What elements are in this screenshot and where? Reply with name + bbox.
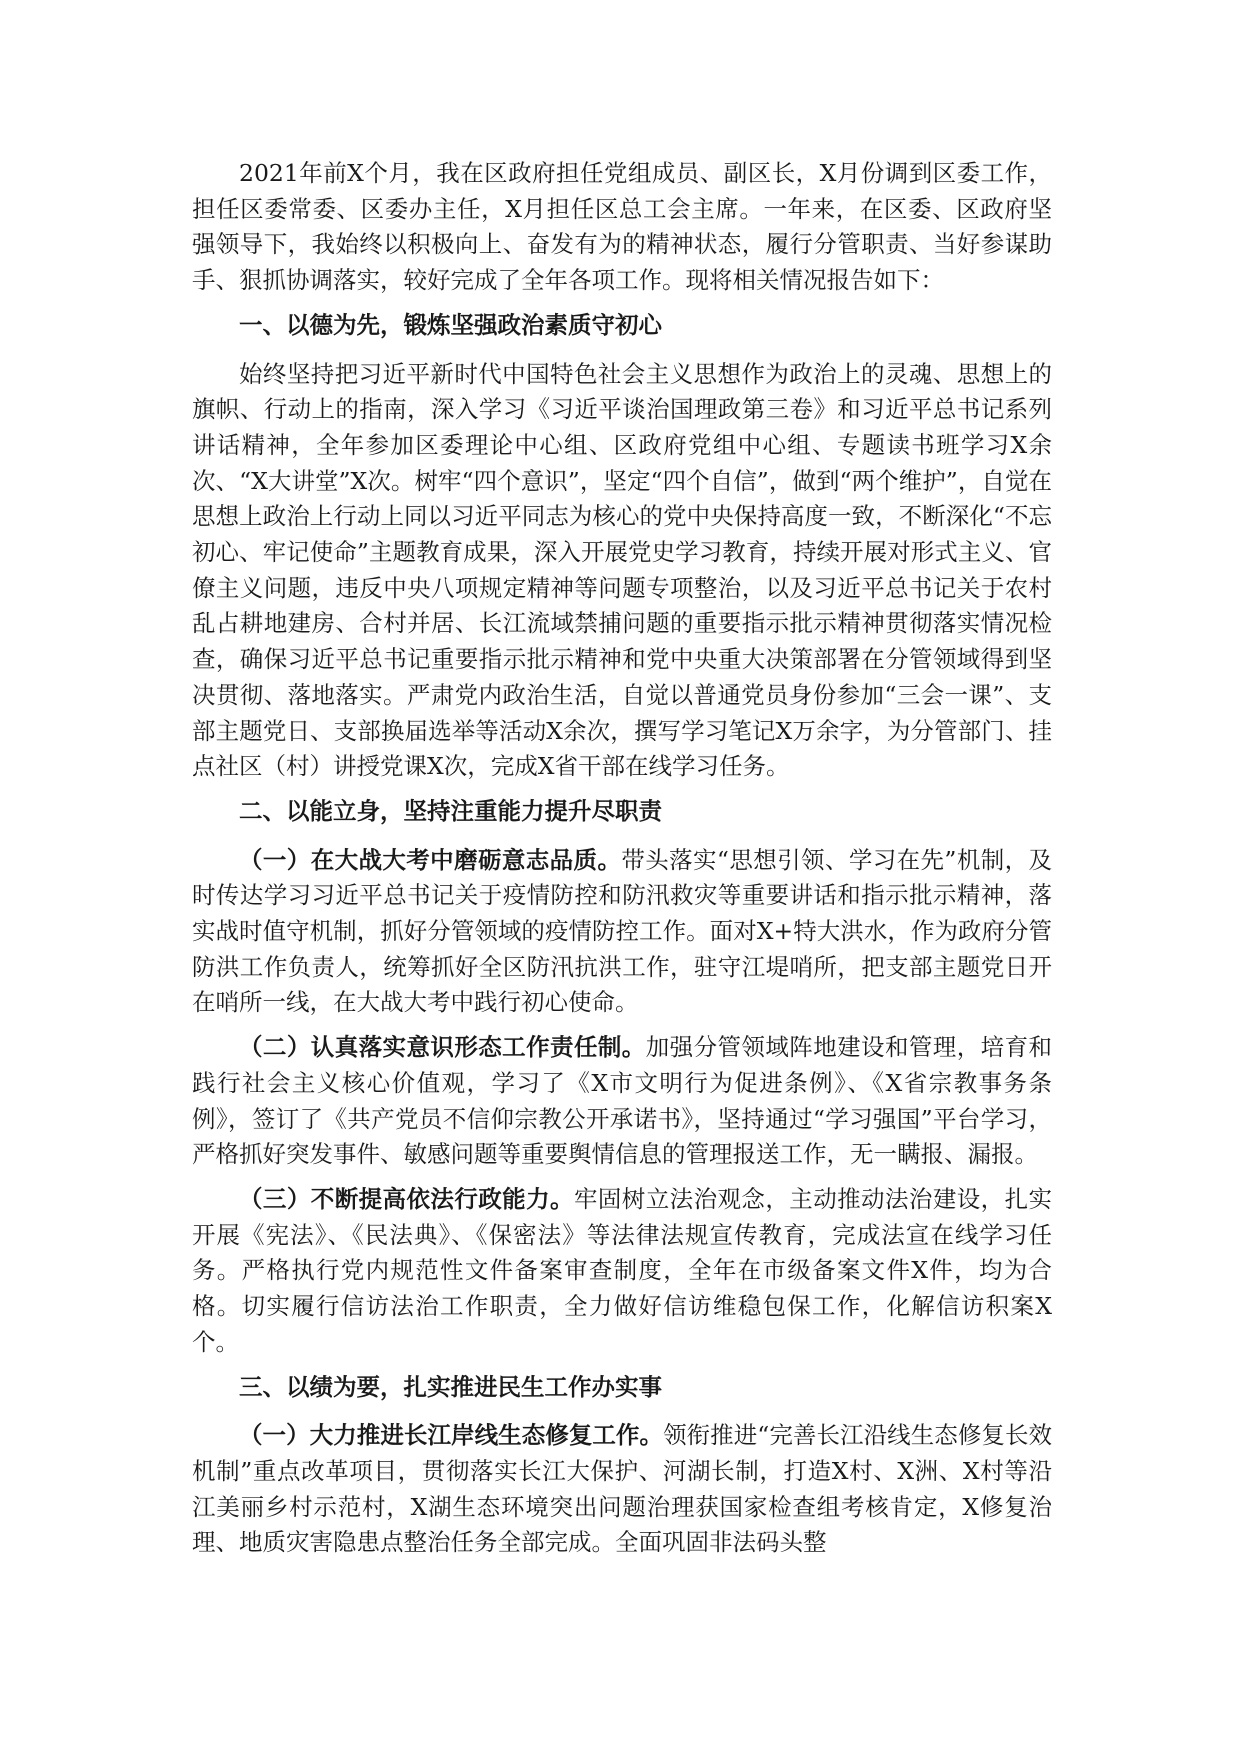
section2-item-1-body: 带头落实“思想引领、学习在先”机制，及时传达学习习近平总书记关于疫情防控和防汛救灾等重要讲话和指示批示精神，落实战时值守机制，抓好分管领域的疫情防控工作。面对X+特大洪水，作为政府分管防洪工作负责人，统筹抓好全区防汛抗洪工作，驻守江堤哨所，把支部主题党日开在哨所一线，在大战大考中践行初心使命。 [192, 845, 1053, 1017]
section3-item-1-body: 领衔推进“完善长江沿线生态修复长效机制”重点改革项目，贯彻落实长江大保护、河湖长制，打造X村、X洲、X村等沿江美丽乡村示范村，X湖生态环境突出问题治理获国家检查组考核肯定，X修复治理、地质灾害隐患点整治任务全部完成。全面巩固非法码头整 [192, 1421, 1053, 1557]
section3-item-1-lead: （一）大力推进长江岸线生态修复工作。 [239, 1421, 664, 1450]
section3-item-1 [192, 1418, 1052, 1561]
section2-heading: 二、以能立身，坚持注重能力提升尽职责 [239, 796, 662, 825]
intro-paragraph: 2021年前X个月，我在区政府担任党组成员、副区长，X月份调到区委工作，担任区委常委、区委办主任，X月担任区总工会主席。一年来，在区委、区政府坚强领导下，我始终以积极向上、奋发有为的精神状态，履行分管职责、当好参谋助手、狠抓协调落实，较好完成了全年各项工作。现将相关情况报告如下： [192, 159, 1052, 295]
section3-heading: 三、以绩为要，扎实推进民生工作办实事 [239, 1372, 662, 1401]
section2-item-2 [192, 1030, 1052, 1173]
section2-item-1-lead: （一）在大战大考中磨砺意志品质。 [239, 845, 622, 874]
section2-item-2-body: 加强分管领域阵地建设和管理，培育和践行社会主义核心价值观，学习了《X市文明行为促进条例》、《X省宗教事务条例》，签订了《共产党员不信仰宗教公开承诺书》，坚持通过“学习强国”平台学习，严格抓好突发事件、敏感问题等重要舆情信息的管理报送工作，无一瞒报、漏报。 [192, 1033, 1053, 1169]
section2-item-1 [192, 843, 1052, 1022]
section2-item-3-lead: （三）不断提高依法行政能力。 [239, 1184, 574, 1213]
section1-body: 始终坚持把习近平新时代中国特色社会主义思想作为政治上的灵魂、思想上的旗帜、行动上的指南，深入学习《习近平谈治国理政第三卷》和习近平总书记系列讲话精神，全年参加区委理论中心组、区政府党组中心组、专题读书班学习X余次、“X大讲堂”X次。树牢“四个意识”，坚定“四个自信”，做到“两个维护”，自觉在思想上政治上行动上同以习近平同志为核心的党中央保持高度一致，不断深化“不忘初心、牢记使命”主题教育成果，深入开展党史学习教育，持续开展对形式主义、官僚主义问题，违反中央八项规定精神等问题专项整治，以及习近平总书记关于农村乱占耕地建房、合村并居、长江流域禁捕问题的重要指示批示精神贯彻落实情况检查，确保习近平总书记重要指示批示精神和党中央重大决策部署在分管领域得到坚决贯彻、落地落实。严肃党内政治生活，自觉以普通党员身份参加“三会一课”、支部主题党日、支部换届选举等活动X余次，撰写学习笔记X万余字，为分管部门、挂点社区（村）讲授党课X次，完成X省干部在线学习任务。 [192, 359, 1052, 781]
section2-item-2-lead: （二）认真落实意识形态工作责任制。 [239, 1033, 646, 1062]
section2-item-3 [192, 1182, 1052, 1361]
section2-item-3-body: 牢固树立法治观念，主动推动法治建设，扎实开展《宪法》、《民法典》、《保密法》等法律法规宣传教育，完成法宣在线学习任务。严格执行党内规范性文件备案审查制度，全年在市级备案文件X件，均为合格。切实履行信访法治工作职责，全力做好信访维稳包保工作，化解信访积案X个。 [192, 1184, 1053, 1356]
document-page [192, 156, 1052, 1570]
section1-heading: 一、以德为先，锻炼坚强政治素质守初心 [239, 310, 662, 339]
